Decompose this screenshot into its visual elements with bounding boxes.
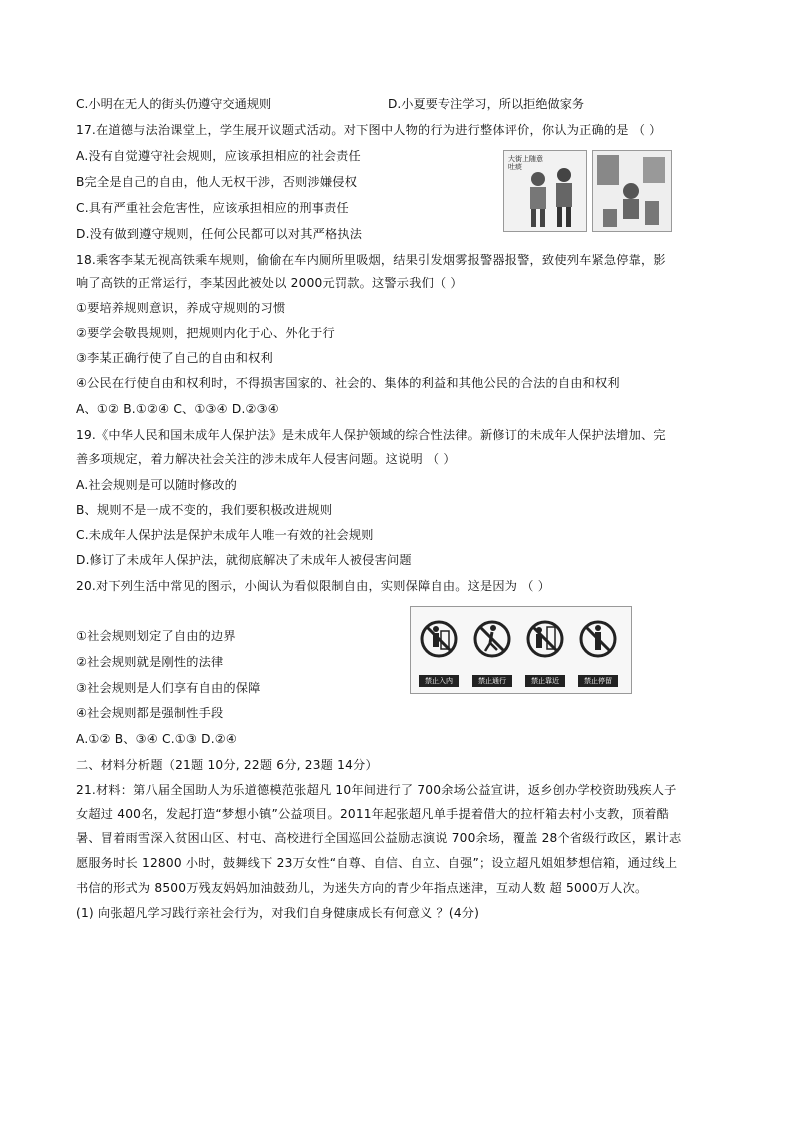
section-2-heading: 二、材料分析题（21题 10分, 22题 6分, 23题 14分） <box>76 758 378 772</box>
q20-stem: 20.对下列生活中常见的图示，小闽认为看似限制自由，实则保障自由。这是因为 （ ） <box>76 579 551 593</box>
q20-statement-1: ①社会规则划定了自由的边界 <box>76 629 236 643</box>
cartoon-caption: 大街上随意吐痰 <box>508 155 543 171</box>
q17-option-d: D.没有做到遵守规则，任何公民都可以对其严格执法 <box>76 227 363 241</box>
no-standing-icon <box>578 613 618 675</box>
q20-signs-figure <box>410 606 632 694</box>
q17-cartoon-right <box>592 150 672 232</box>
q18-statement-3: ③李某正确行使了自己的自由和权利 <box>76 351 273 365</box>
q17-cartoon-left <box>503 150 587 232</box>
street-scene-icon <box>593 151 671 231</box>
sign-no-standing <box>578 613 618 687</box>
sign-label: 禁止入内 <box>419 675 459 687</box>
q16-option-d: D.小夏要专注学习，所以拒绝做家务 <box>388 97 585 111</box>
q19-option-a: A.社会规则是可以随时修改的 <box>76 478 238 492</box>
q18-statement-4: ④公民在行使自由和权利时，不得损害国家的、社会的、集体的利益和其他公民的合法的自由和权利 <box>76 376 620 390</box>
q19-stem-line1: 19.《中华人民和国未成年人保护法》是未成年人保护领域的综合性法律。新修订的未成年人保护法增加、完 <box>76 428 666 442</box>
q20-statement-4: ④社会规则都是强制性手段 <box>76 706 224 720</box>
sign-label: 禁止靠近 <box>525 675 565 687</box>
no-walking-icon <box>472 613 512 675</box>
q18-stem-line1: 18.乘客李某无视高铁乘车规则，偷偷在车内厕所里吸烟，结果引发烟雾报警器报警，致使列车紧急停靠，影 <box>76 253 666 267</box>
q19-option-c: C.未成年人保护法是保护未成年人唯一有效的社会规则 <box>76 528 374 542</box>
q17-option-a: A.没有自觉遵守社会规则，应该承担相应的社会责任 <box>76 149 361 163</box>
q18-statement-2: ②要学会敬畏规则，把规则内化于心、外化于行 <box>76 326 335 340</box>
q20-options: A.①② B、③④ C.①③ D.②④ <box>76 732 238 746</box>
q18-statement-1: ①要培养规则意识，养成守规则的习惯 <box>76 301 286 315</box>
q21-material-line2: 女超过 400名，发起打造“梦想小镇”公益项目。2011年起张超凡单手提着借大的拉杆箱去村小支教，顶着酷 <box>76 807 670 821</box>
q21-subquestion-1: (1) 向张超凡学习践行亲社会行为，对我们自身健康成长有何意义 ？(4分) <box>76 906 480 920</box>
sign-label: 禁止通行 <box>472 675 512 687</box>
q20-statement-2: ②社会规则就是刚性的法律 <box>76 655 224 669</box>
sign-no-entry <box>419 613 459 687</box>
q20-statement-3: ③社会规则是人们享有自由的保障 <box>76 681 261 695</box>
q21-material-line1: 21.材料：第八届全国助人为乐道德模范张超凡 10年间进行了 700余场公益宣讲，返乡创办学校资助残疾人子 <box>76 783 677 797</box>
q17-option-b: B完全是自己的自由，他人无权干涉，否则涉嫌侵权 <box>76 175 358 189</box>
q21-material-line4: 愿服务时长 12800 小时，鼓舞线下 23万女性“自尊、自信、自立、自强”；设立超凡姐姐梦想信箱，通过线上 <box>76 856 678 870</box>
no-approach-icon <box>525 613 565 675</box>
q21-material-line3: 暑、冒着雨雪深入贫困山区、村屯、高校进行全国巡回公益励志演说 700余场，覆盖 28个省级行政区，累计志 <box>76 831 682 845</box>
q16-option-c: C.小明在无人的街头仍遵守交通规则 <box>76 97 272 111</box>
q17-stem: 17.在道德与法治课堂上，学生展开议题式活动。对下图中人物的行为进行整体评价，你认为正确的是 （ ） <box>76 123 662 137</box>
q19-stem-line2: 善多项规定，着力解决社会关注的涉未成年人侵害问题。这说明 （ ） <box>76 452 456 466</box>
q18-options: A、①② B.①②④ C、①③④ D.②③④ <box>76 402 279 416</box>
q19-option-d: D.修订了未成年人保护法，就彻底解决了未成年人被侵害问题 <box>76 553 412 567</box>
q17-option-c: C.具有严重社会危害性，应该承担相应的刑事责任 <box>76 201 349 215</box>
person-figures-icon <box>504 151 586 231</box>
q21-material-line5: 书信的形式为 8500万残友妈妈加油鼓劲儿，为迷失方向的青少年指点迷津，互动人数 超 5000万人次。 <box>76 881 648 895</box>
q18-stem-line2: 响了高铁的正常运行，李某因此被处以 2000元罚款。这警示我们（ ） <box>76 276 463 290</box>
sign-no-walking <box>472 613 512 687</box>
sign-label: 禁止停留 <box>578 675 618 687</box>
q19-option-b: B、规则不是一成不变的，我们要积极改进规则 <box>76 503 333 517</box>
no-entry-person-icon <box>419 613 459 675</box>
sign-no-approach <box>525 613 565 687</box>
